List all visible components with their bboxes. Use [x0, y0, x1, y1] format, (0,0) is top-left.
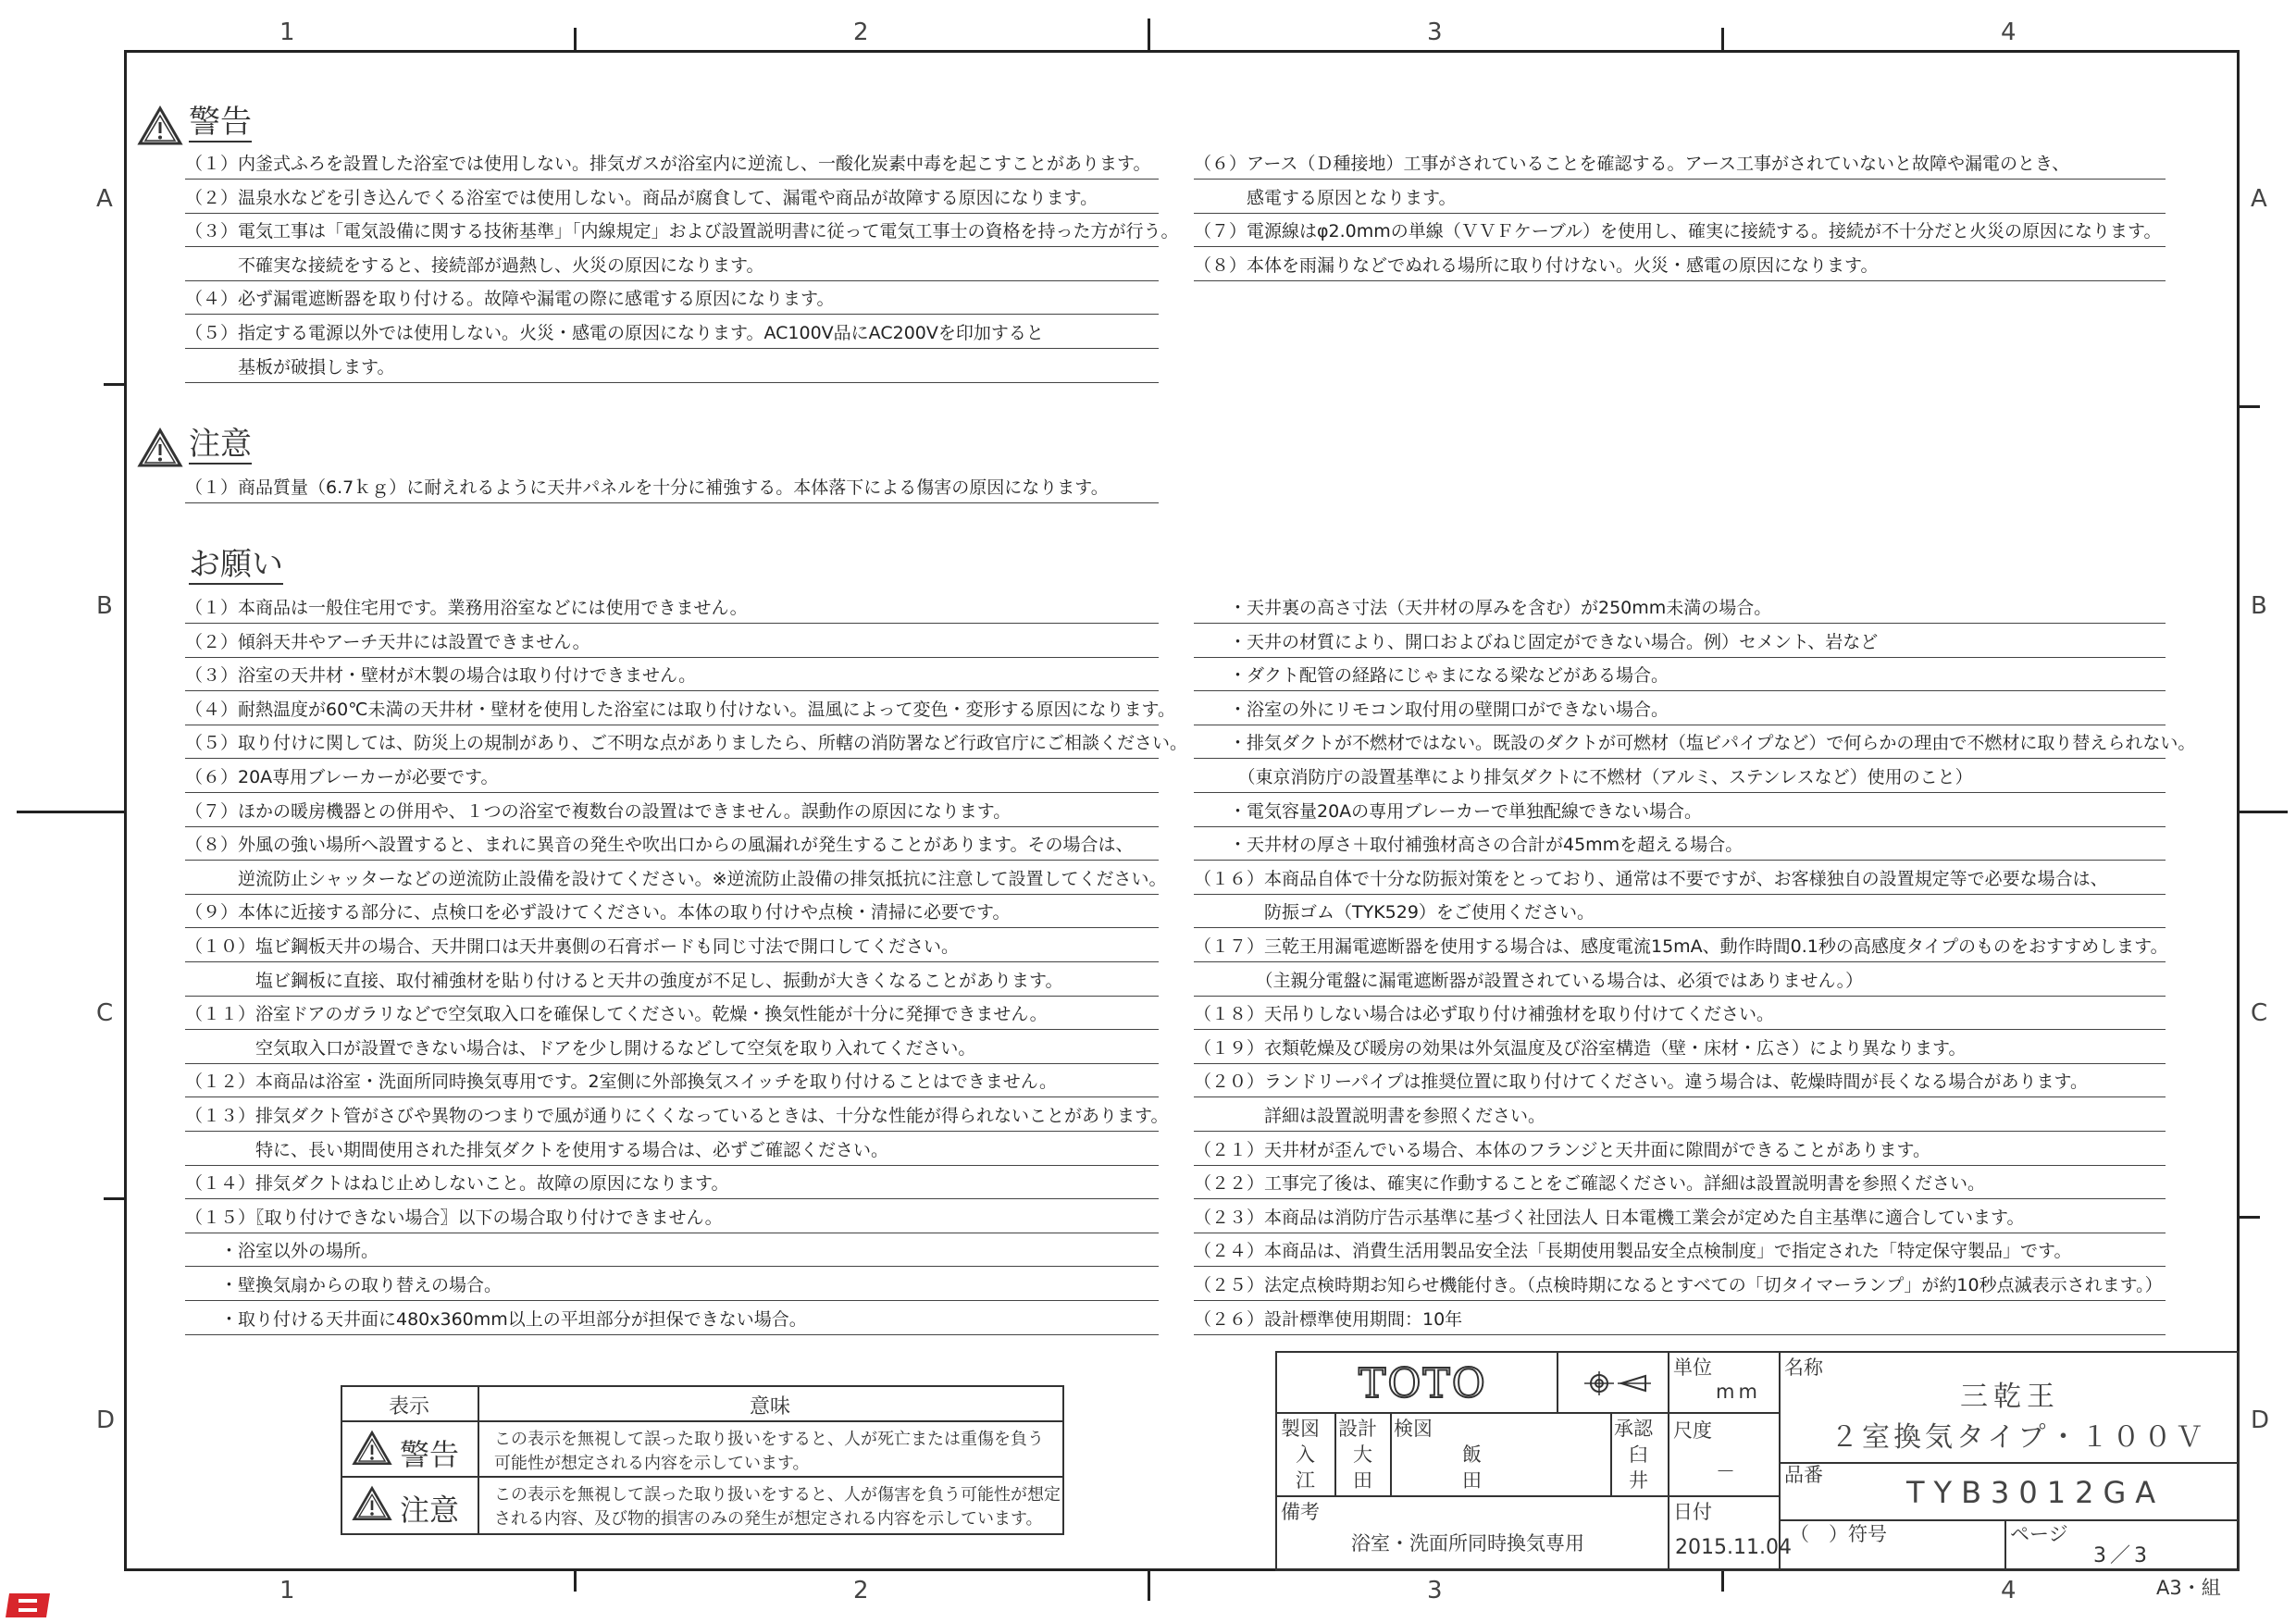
req-left-line: （２）傾斜天井やアーチ天井には設置できません。 — [185, 630, 1159, 658]
req-right-line: （２３）本商品は消防庁告示基準に基づく社団法人 日本電機工業会が定めた自主基準に適合しています。 — [1194, 1206, 2166, 1233]
zone-row-c-right: C — [2251, 999, 2268, 1027]
legend-caution-label: 注意 — [400, 1493, 460, 1528]
warn-right-line: 感電する原因となります。 — [1194, 186, 2166, 214]
caution-triangle-icon — [137, 427, 183, 468]
check-label: 検図 — [1394, 1418, 1433, 1440]
req-left-line: （３）浴室の天井材・壁材が木製の場合は取り付けできません。 — [185, 663, 1159, 691]
part-label: 品番 — [1784, 1464, 1823, 1486]
req-right-line: （２２）工事完了後は、確実に作動することをご確認ください。詳細は設置説明書を参照ください。 — [1194, 1171, 2166, 1199]
check-name-1: 飯 — [1462, 1443, 1482, 1466]
tb-v-approve — [1610, 1412, 1612, 1495]
design-label: 設計 — [1338, 1418, 1377, 1440]
check-name-2: 田 — [1462, 1469, 1482, 1492]
legend-divider-h1 — [342, 1420, 1062, 1422]
warn-left-line: 基板が破損します。 — [185, 355, 1159, 383]
legend-table — [341, 1385, 1064, 1535]
caution-title: 注意 — [189, 426, 252, 463]
date-label: 日付 — [1673, 1501, 1712, 1523]
req-right-line: （２１）天井材が歪んでいる場合、本体のフランジと天井面に隙間ができることがあります。 — [1194, 1138, 2166, 1166]
design-name-1: 大 — [1353, 1443, 1372, 1466]
req-right-line: ・天井の材質により、開口およびねじ固定ができない場合。例）セメント、岩など — [1194, 630, 2166, 658]
legend-caution-icon — [352, 1485, 392, 1522]
warning-title: 警告 — [189, 104, 252, 141]
legend-warning-text-1: この表示を無視して誤った取り扱いをすると、人が死亡または重傷を負う — [494, 1430, 1044, 1449]
tick-bottom-1 — [574, 1571, 577, 1592]
req-left-line: （１４）排気ダクトはねじ止めしないこと。故障の原因になります。 — [185, 1171, 1159, 1199]
date-value: 2015.11.04 — [1675, 1536, 1792, 1559]
zone-row-d-left: D — [96, 1406, 116, 1434]
legend-caution-text-2: される内容、及び物的損害のみの発生が想定される内容を示しています。 — [494, 1509, 1043, 1529]
made-name-1: 入 — [1296, 1443, 1315, 1466]
req-left-line: （１０）塩ビ鋼板天井の場合、天井開口は天井裏側の石膏ボードも同じ寸法で開口してください。 — [185, 935, 1159, 962]
tick-left-3 — [104, 1197, 124, 1200]
tick-right-3 — [2240, 1216, 2260, 1219]
req-right-line: 詳細は設置説明書を参照ください。 — [1194, 1104, 2166, 1132]
made-name-2: 江 — [1296, 1469, 1315, 1492]
req-left-line: 塩ビ鋼板に直接、取付補強材を貼り付けると天井の強度が不足し、振動が大きくなることがあります。 — [185, 969, 1159, 997]
warn-left-line: 不確実な接続をすると、接続部が過熱し、火災の原因になります。 — [185, 254, 1159, 281]
design-name-2: 田 — [1353, 1469, 1372, 1492]
warning-triangle-icon — [137, 105, 183, 146]
req-left-line: （１）本商品は一般住宅用です。業務用浴室などには使用できません。 — [185, 596, 1159, 624]
request-title: お願い — [189, 546, 283, 583]
page-value: 3／3 — [2093, 1544, 2151, 1567]
req-right-line: ・ダクト配管の経路にじゃまになる梁などがある場合。 — [1194, 663, 2166, 691]
zone-row-a-left: A — [96, 185, 113, 213]
req-right-line: （２４）本商品は、消費生活用製品安全法「長期使用製品安全点検制度」で指定された「特定保守製品」です。 — [1194, 1239, 2166, 1267]
warn-right-line: （７）電源線はφ2.0mmの単線（ＶＶＦケーブル）を使用し、確実に接続する。接続が不十分だと火災の原因になります。 — [1194, 219, 2166, 247]
req-left-line: ・取り付ける天井面に480x360mm以上の平坦部分が担保できない場合。 — [185, 1307, 1159, 1335]
legend-caution-text-1: この表示を無視して誤った取り扱いをすると、人が傷害を負う可能性が想定 — [494, 1485, 1061, 1505]
req-right-line: ・天井材の厚さ＋取付補強材高さの合計が45mmを超える場合。 — [1194, 833, 2166, 861]
warn-left-line: （４）必ず漏電遮断器を取り付ける。故障や漏電の際に感電する原因になります。 — [185, 287, 1159, 315]
tick-right-2 — [2240, 811, 2288, 813]
warn-left-line: （５）指定する電源以外では使用しない。火災・感電の原因になります。AC100V品にAC200Vを印加すると — [185, 321, 1159, 349]
tick-left-2 — [17, 811, 124, 813]
code-label: （ ）符号 — [1790, 1523, 1887, 1545]
req-left-line: （５）取り付けに関しては、防災上の規制があり、ご不明な点がありましたら、所轄の消防署など行政官庁にご相談ください。 — [185, 731, 1159, 759]
caution-left-line: （１）商品質量（6.7ｋｇ）に耐えれるように天井パネルを十分に補強する。本体落下による傷害の原因になります。 — [185, 476, 1159, 503]
req-left-line: （１１）浴室ドアのガラリなどで空気取入口を確保してください。乾燥・換気性能が十分に発揮できません。 — [185, 1002, 1159, 1030]
title-block — [1275, 1351, 2240, 1571]
approve-label: 承認 — [1614, 1418, 1653, 1440]
note-value: 浴室・洗面所同時換気専用 — [1351, 1532, 1584, 1555]
paper-size-label: A3・組 — [2156, 1577, 2221, 1599]
legend-divider-v — [478, 1387, 479, 1533]
approve-name-2: 井 — [1629, 1469, 1648, 1492]
req-right-line: ・浴室の外にリモコン取付用の壁開口ができない場合。 — [1194, 698, 2166, 725]
zone-row-a-right: A — [2251, 185, 2267, 213]
req-left-line: （８）外風の強い場所へ設置すると、まれに異音の発生や吹出口からの風漏れが発生することがあります。その場合は、 — [185, 833, 1159, 861]
req-right-line: （１６）本商品自体で十分な防振対策をとっており、通常は不要ですが、お客様独自の設置規定等で必要な場合は、 — [1194, 867, 2166, 895]
zone-col-3-bottom: 3 — [1427, 1577, 1443, 1604]
warn-right-line: （８）本体を雨漏りなどでぬれる場所に取り付けない。火災・感電の原因になります。 — [1194, 254, 2166, 281]
zone-col-3-top: 3 — [1427, 19, 1443, 46]
req-right-line: （東京消防庁の設置基準により排気ダクトに不燃材（アルミ、ステンレスなど）使用のこと） — [1194, 765, 2166, 793]
zone-col-1-bottom: 1 — [279, 1577, 295, 1604]
corner-logo-icon — [6, 1592, 54, 1619]
toto-logo: TOTO — [1359, 1360, 1487, 1407]
warn-left-line: （３）電気工事は「電気設備に関する技術基準」「内線規定」および設置説明書に従って電気工事士の資格を持った方が行う。 — [185, 219, 1159, 247]
zone-row-d-right: D — [2251, 1406, 2270, 1434]
page-label: ページ — [2010, 1523, 2068, 1545]
tb-v-page — [2004, 1519, 2006, 1569]
part-number: TYB3012GA — [1906, 1475, 2166, 1510]
zone-row-b-right: B — [2251, 592, 2267, 620]
req-left-line: 空気取入口が設置できない場合は、ドアを少し開けるなどして空気を取り入れてください。 — [185, 1036, 1159, 1064]
req-right-line: ・天井裏の高さ寸法（天井材の厚みを含む）が250mm未満の場合。 — [1194, 596, 2166, 624]
zone-col-4-top: 4 — [2001, 19, 2017, 46]
tick-top-3 — [1721, 28, 1724, 50]
warn-left-line: （１）内釜式ふろを設置した浴室では使用しない。排気ガスが浴室内に逆流し、一酸化炭素中毒を起こすことがあります。 — [185, 152, 1159, 180]
legend-warning-text-2: 可能性が想定される内容を示しています。 — [494, 1454, 810, 1473]
zone-col-1-top: 1 — [279, 19, 295, 46]
scale-label: 尺度 — [1673, 1419, 1712, 1442]
tick-top-2 — [1148, 19, 1150, 50]
tb-h-3 — [1779, 1462, 2238, 1464]
product-name: 三乾王 — [1960, 1381, 2060, 1413]
tb-v-logo — [1557, 1353, 1558, 1412]
name-label: 名称 — [1784, 1357, 1823, 1379]
req-left-line: 逆流防止シャッターなどの逆流防止設備を設けてください。※逆流防止設備の排気抵抗に注意して設置してください。 — [185, 867, 1159, 895]
tb-v-check — [1390, 1412, 1392, 1495]
tick-bottom-3 — [1721, 1571, 1724, 1592]
req-left-line: ・壁換気扇からの取り替えの場合。 — [185, 1273, 1159, 1301]
req-right-line: （１９）衣類乾燥及び暖房の効果は外気温度及び浴室構造（壁・床材・広さ）により異なります。 — [1194, 1036, 2166, 1064]
legend-warning-icon — [352, 1430, 392, 1467]
req-right-line: ・排気ダクトが不燃材ではない。既設のダクトが可燃材（塩ビパイプなど）で何らかの理由で不燃材に取り替えられない。 — [1194, 731, 2166, 759]
tick-top-1 — [574, 28, 577, 50]
req-right-line: （１７）三乾王用漏電遮断器を使用する場合は、感度電流15mA、動作時間0.1秒の高感度タイプのものをおすすめします。 — [1194, 935, 2166, 962]
tick-right-1 — [2240, 405, 2260, 408]
legend-header-meaning: 意味 — [750, 1395, 791, 1419]
warn-right-line: （６）アース（Ｄ種接地）工事がされていることを確認する。アース工事がされていないと故障や漏電のとき、 — [1194, 152, 2166, 180]
zone-row-c-left: C — [96, 999, 114, 1027]
unit-label: 単位 — [1673, 1357, 1712, 1379]
req-left-line: （１２）本商品は浴室・洗面所同時換気専用です。2室側に外部換気スイッチを取り付けることはできません。 — [185, 1070, 1159, 1097]
req-right-line: （１８）天吊りしない場合は必ず取り付け補強材を取り付けてください。 — [1194, 1002, 2166, 1030]
req-left-line: （７）ほかの暖房機器との併用や、１つの浴室で複数台の設置はできません。誤動作の原因になります。 — [185, 799, 1159, 827]
req-right-line: （２０）ランドリーパイプは推奨位置に取り付けてください。違う場合は、乾燥時間が長くなる場合があります。 — [1194, 1070, 2166, 1097]
tick-bottom-2 — [1148, 1571, 1150, 1601]
req-left-line: ・浴室以外の場所。 — [185, 1239, 1159, 1267]
req-left-line: （９）本体に近接する部分に、点検口を必ず設けてください。本体の取り付けや点検・清掃に必要です。 — [185, 900, 1159, 928]
tb-v-design — [1334, 1412, 1336, 1495]
req-left-line: （１５）〖取り付けできない場合〗以下の場合取り付けできません。 — [185, 1206, 1159, 1233]
legend-header-display: 表示 — [389, 1395, 430, 1419]
legend-warning-label: 警告 — [400, 1437, 460, 1472]
note-label: 備考 — [1281, 1501, 1320, 1523]
req-left-line: （６）20A専用ブレーカーが必要です。 — [185, 765, 1159, 793]
req-right-line: （２６）設計標準使用期間：10年 — [1194, 1307, 2166, 1335]
req-left-line: 特に、長い期間使用された排気ダクトを使用する場合は、必ずご確認ください。 — [185, 1138, 1159, 1166]
req-left-line: （４）耐熱温度が60℃未満の天井材・壁材を使用した浴室には取り付けない。温風によって変色・変形する原因になります。 — [185, 698, 1159, 725]
scale-value: － — [1716, 1460, 1735, 1482]
req-right-line: （２５）法定点検時期お知らせ機能付き。（点検時期になるとすべての「切タイマーランプ」が約10秒点滅表示されます。） — [1194, 1273, 2166, 1301]
tick-left-1 — [104, 383, 124, 386]
tb-v-unit — [1668, 1353, 1669, 1569]
warn-left-line: （２）温泉水などを引き込んでくる浴室では使用しない。商品が腐食して、漏電や商品が故障する原因になります。 — [185, 186, 1159, 214]
req-right-line: 防振ゴム（TYK529）をご使用ください。 — [1194, 900, 2166, 928]
req-right-line: ・電気容量20Aの専用ブレーカーで単独配線できない場合。 — [1194, 799, 2166, 827]
unit-value: mm — [1716, 1381, 1761, 1403]
product-type: ２室換気タイプ・１００Ｖ — [1831, 1421, 2207, 1454]
zone-col-2-bottom: 2 — [853, 1577, 869, 1604]
projection-symbol-icon — [1581, 1369, 1655, 1397]
req-right-line: （主親分電盤に漏電遮断器が設置されている場合は、必須ではありません。） — [1194, 969, 2166, 997]
legend-divider-h2 — [342, 1476, 1062, 1478]
zone-col-2-top: 2 — [853, 19, 869, 46]
made-label: 製図 — [1281, 1418, 1320, 1440]
req-left-line: （１３）排気ダクト管がさびや異物のつまりで風が通りにくくなっているときは、十分な性能が得られないことがあります。 — [185, 1104, 1159, 1132]
zone-col-4-bottom: 4 — [2001, 1577, 2017, 1604]
zone-row-b-left: B — [96, 592, 113, 620]
approve-name-1: 臼 — [1629, 1443, 1648, 1466]
